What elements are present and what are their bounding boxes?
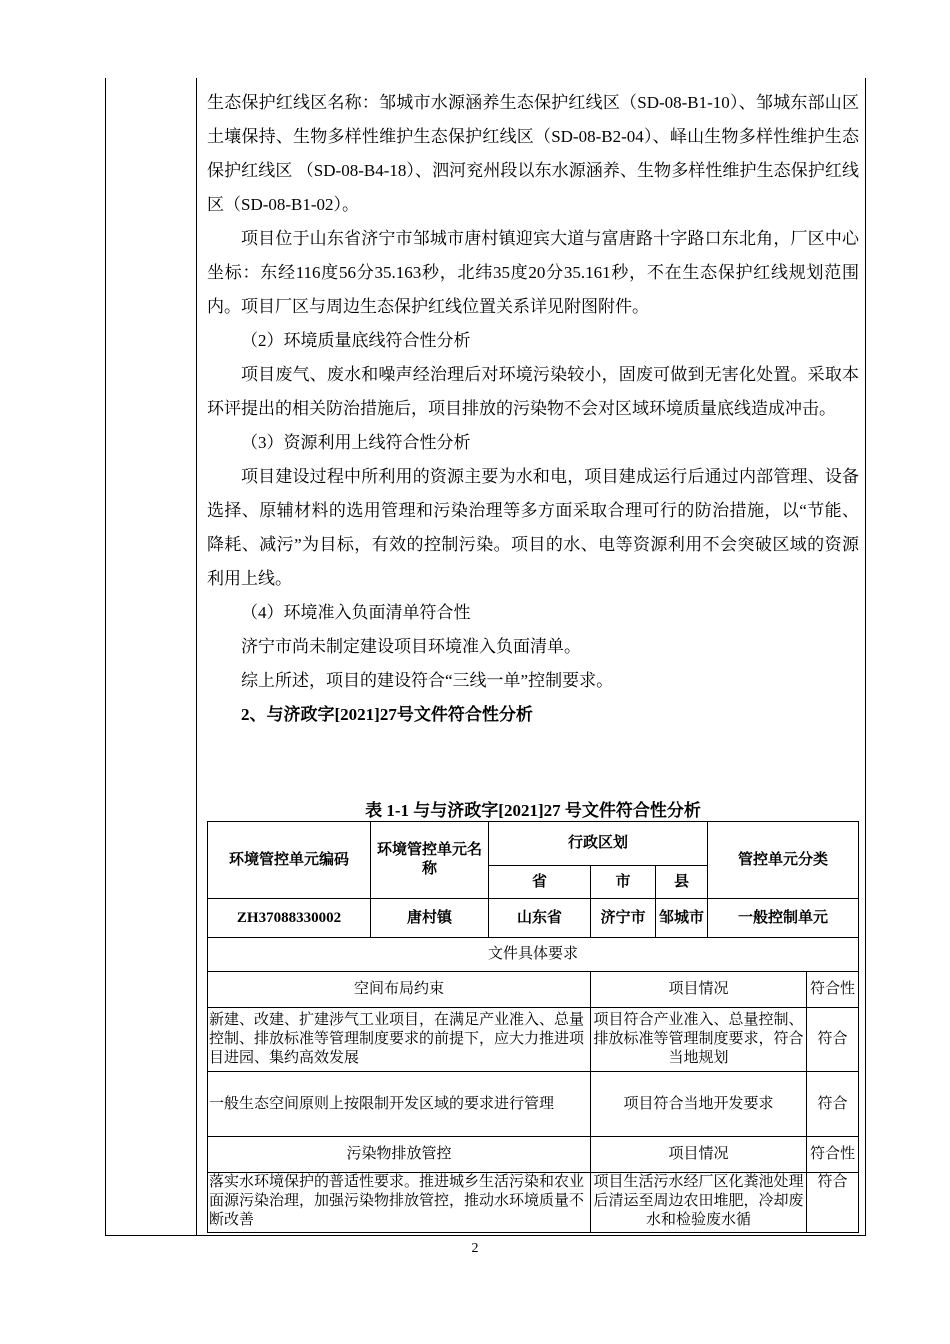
requirement-cell: 新建、改建、扩建涉气工业项目，在满足产业准入、总量控制、排放标准等管理制度要求的前提下，应大力推进项目进园、集约高效发展 <box>208 1008 591 1072</box>
compliance-cell: 符合 <box>807 1008 859 1072</box>
cell-code: ZH37088330002 <box>208 899 371 938</box>
header-name: 环境管控单元名称 <box>371 822 489 899</box>
table-row <box>208 1008 859 1072</box>
table-row <box>208 899 859 938</box>
header-county: 县 <box>656 866 708 899</box>
header-region: 行政区划 <box>489 822 708 866</box>
header-category: 管控单元分类 <box>708 822 859 899</box>
status-cell: 项目符合产业准入、总量控制、排放标准等管理制度要求，符合当地规划 <box>591 1008 807 1072</box>
paragraph: 济宁市尚未制定建设项目环境准入负面清单。 <box>241 637 581 656</box>
status-header: 项目情况 <box>591 972 807 1008</box>
section-heading: 2、与济政字[2021]27号文件符合性分析 <box>241 705 533 724</box>
cell-name: 唐村镇 <box>371 899 489 938</box>
subheading: （2）环境质量底线符合性分析 <box>241 331 471 350</box>
section-title: 污染物排放管控 <box>208 1137 591 1173</box>
column-divider <box>196 78 197 1236</box>
paragraph: 项目废气、废水和噪声经治理后对环境污染较小，固废可做到无害化处置。采取本环评提出的相关防治措施后，项目排放的污染物不会对区域环境质量底线造成冲击。 <box>207 365 859 418</box>
compliance-cell: 符合 <box>807 1173 859 1233</box>
subheading: （4）环境准入负面清单符合性 <box>241 603 471 622</box>
requirement-cell: 落实水环境保护的普适性要求。推进城乡生活污染和农业面源污染治理，加强污染物排放管控，推动水环境质量不断改善 <box>208 1173 591 1233</box>
paragraph: 项目建设过程中所利用的资源主要为水和电，项目建成运行后通过内部管理、设备选择、原辅材料的选用管理和污染治理等多方面采取合理可行的防治措施，以“节能、降耗、减污”为目标，有效的控制污染。项目的水、电等资源利用不会突破区域的资源利用上线。 <box>207 467 859 588</box>
compliance-header: 符合性 <box>807 972 859 1008</box>
cell-province: 山东省 <box>489 899 591 938</box>
header-city: 市 <box>591 866 656 899</box>
table-row <box>208 1173 859 1233</box>
status-cell: 项目符合当地开发要求 <box>591 1072 807 1137</box>
unit-info-table <box>207 821 859 938</box>
header-code: 环境管控单元编码 <box>208 822 371 899</box>
paragraph: 项目位于山东省济宁市邹城市唐村镇迎宾大道与富唐路十字路口东北角，厂区中心坐标：东经116度56分35.163秒，北纬35度20分35.161秒，不在生态保护红线规划范围内。项目厂区与周边生态保护红线位置关系详见附图附件。 <box>207 229 859 316</box>
compliance-header: 符合性 <box>807 1137 859 1173</box>
cell-city: 济宁市 <box>591 899 656 938</box>
paragraph: 生态保护红线区名称：邹城市水源涵养生态保护红线区（SD-08-B1-10）、邹城东部山区土壤保持、生物多样性维护生态保护红线区（SD-08-B2-04）、峄山生物多样性维护生态保护红线区 （SD-08-B4-18）、泗河兖州段以东水源涵养、生物多样性维护生态保护红线区（SD-08-B1-02）。 <box>207 93 859 214</box>
cell-county: 邹城市 <box>656 899 708 938</box>
subheading: （3）资源利用上线符合性分析 <box>241 433 471 452</box>
page-number: 2 <box>471 1241 479 1256</box>
paragraph: 综上所述，项目的建设符合“三线一单”控制要求。 <box>241 671 614 690</box>
requirements-title: 文件具体要求 <box>208 938 859 972</box>
header-province: 省 <box>489 866 591 899</box>
requirements-table <box>207 937 859 1233</box>
status-header: 项目情况 <box>591 1137 807 1173</box>
compliance-cell: 符合 <box>807 1072 859 1137</box>
section-title: 空间布局约束 <box>208 972 591 1008</box>
table-row <box>208 1072 859 1137</box>
requirement-cell: 一般生态空间原则上按限制开发区域的要求进行管理 <box>208 1072 591 1137</box>
body-text <box>207 86 859 732</box>
table-caption: 表 1-1 与与济政字[2021]27 号文件符合性分析 <box>365 801 701 820</box>
status-cell: 项目生活污水经厂区化粪池处理后清运至周边农田堆肥，冷却废水和检验废水循 <box>591 1173 807 1233</box>
cell-category: 一般控制单元 <box>708 899 859 938</box>
